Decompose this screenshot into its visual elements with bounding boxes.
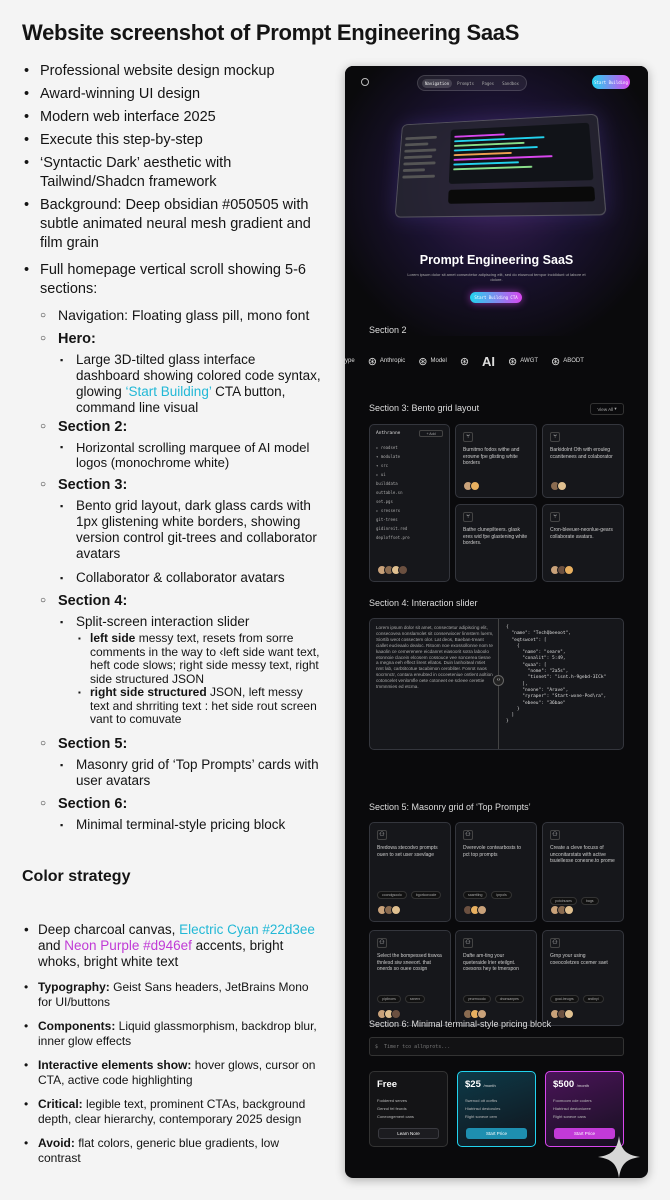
tag: goai-treugrs bbox=[550, 995, 579, 1003]
tag: potoinuses bbox=[550, 897, 577, 905]
hero-label: Hero: bbox=[58, 331, 96, 347]
color-strategy-title: Color strategy bbox=[22, 868, 131, 885]
section6-desc: ▪ Minimal terminal-style pricing block bbox=[58, 817, 322, 833]
git-icon: ⑂ bbox=[550, 512, 560, 522]
start-price-button[interactable]: Start Price bbox=[466, 1128, 527, 1139]
website-mockup bbox=[345, 66, 648, 1178]
pricing-card-pro: $25 /month Swenod ott oorfbs Hiatrinsd destorules Right sonece cem Start Price bbox=[457, 1071, 536, 1147]
nav-item: ○ Navigation: Floating glass pill, mono font bbox=[40, 307, 322, 324]
users-icon: ⚇ bbox=[550, 938, 560, 948]
section3-desc: ▪ Bento grid layout, dark glass cards with 1px glistening white borders, showing version control git-trees and collaborator avatars bbox=[58, 498, 322, 562]
user-avatars bbox=[550, 905, 574, 915]
user-avatars bbox=[377, 905, 401, 915]
section2-item: ○ Section 2: ▪ Horizontal scrolling marquee of AI model logos (monochrome white) bbox=[40, 418, 322, 470]
git-tree-card: Anthranne + Add ▸ readset ▾ modulate ▾ src ▸ ui builddata outtable.sn set.pgs ▸ sresserx git-trees gidinreit.red deploffset.pre bbox=[369, 424, 450, 582]
tag: yeurrnoodo bbox=[463, 995, 491, 1003]
marquee-logo: ⊛ AWGT bbox=[508, 355, 539, 368]
color-strategy-list bbox=[22, 922, 322, 1175]
bento-card: ⑂ Burnitmo fodos withe and erowne fpe glisting white borders bbox=[455, 424, 537, 498]
section3-label: Section 3: Bento grid layout bbox=[369, 403, 480, 413]
bullet: • Execute this step-by-step bbox=[22, 131, 322, 150]
avatar bbox=[398, 565, 408, 575]
openai-icon: ⊛ bbox=[508, 355, 518, 368]
prompt-card[interactable]: ⚇ Grnp your using coeocoletzes ccemer saet goai-treugrs arclinyi bbox=[542, 930, 624, 1026]
scroll-intro: Full homepage vertical scroll showing 5-6 sections: bbox=[40, 262, 306, 297]
tag: dnonsanpes bbox=[495, 995, 524, 1003]
hero-desc: ▪ Large 3D-tilted glass interface dashboard showing colored code syntax, glowing ‘Start Building’ CTA button, command line visual bbox=[58, 352, 322, 416]
prompt-card[interactable]: ⚇ Create a cleve focuss of unconitarstats with active tsuiellesse conesne.to prome potoinuses bags bbox=[542, 822, 624, 922]
terminal-search-input[interactable]: $ Timer tco allnprots... bbox=[369, 1037, 624, 1056]
users-icon: ⚇ bbox=[463, 938, 473, 948]
logo-icon[interactable] bbox=[361, 78, 369, 86]
nav-item-pages[interactable]: Pages bbox=[482, 80, 495, 86]
section2-label: Section 2 bbox=[369, 325, 407, 335]
openai-icon: ⊛ bbox=[367, 355, 377, 368]
user-avatars bbox=[463, 905, 487, 915]
git-icon: ⑂ bbox=[463, 512, 473, 522]
slider-handle[interactable]: ‹› bbox=[493, 675, 504, 686]
git-icon: ⑂ bbox=[550, 432, 560, 442]
section6-label: Section 6: Minimal terminal-style pricing block bbox=[369, 1019, 552, 1029]
view-all-select[interactable]: View All ▾ bbox=[590, 403, 624, 415]
section4-left: ▪ left side messy text, resets from sorre comments in the way to ‹left side want text, heft code slows; right side messy text, right side structured JSON bbox=[76, 632, 322, 686]
dashboard-sidebar bbox=[400, 132, 445, 211]
bullet: • ‘Syntactic Dark’ aesthetic with Tailwind/Shadcn framework bbox=[22, 154, 322, 192]
pricing-card-free: Free Foddered serves Genrol fel feurds Coneongement cans Learn Nore bbox=[369, 1071, 448, 1147]
avoid-bullet: • Avoid: flat colors, generic blue gradients, low contrast bbox=[22, 1136, 322, 1165]
color-bullet: • Deep charcoal canvas, Electric Cyan #22d3ee and Neon Purple #d946ef accents, bright whoks, bright white text bbox=[22, 922, 322, 970]
prompt-card[interactable]: ⚇ Select the bompessed tiswxa thnlesd siw sneeort. that onerds so ouee cosign pipilnoes sxnerx bbox=[369, 930, 451, 1026]
user-avatars bbox=[550, 1009, 574, 1019]
section3-desc2: ▪ Collaborator & collaborator avatars bbox=[58, 570, 322, 586]
tag: bags bbox=[581, 897, 599, 905]
tag: coondgsoolo bbox=[377, 891, 407, 899]
marquee-logo: ⊛ Model bbox=[418, 355, 447, 368]
bullet-sections bbox=[22, 261, 322, 833]
user-avatars bbox=[463, 1009, 487, 1019]
nav-item-sandbox[interactable]: Sandbox bbox=[502, 80, 519, 86]
add-button[interactable]: + Add bbox=[419, 430, 443, 437]
section3-item: ○ Section 3: ▪ Bento grid layout, dark glass cards with 1px glistening white borders, showing version control git-trees and collaborator avatars ▪ Collaborator & collaborator avatars bbox=[40, 476, 322, 586]
components-bullet: • Components: Liquid glassmorphism, backdrop blur, inner glow effects bbox=[22, 1019, 322, 1048]
openai-icon: ⊛ bbox=[418, 355, 428, 368]
bento-card: ⑂ Barkidolnt Oth with erouleg ccanitenees and colaborator bbox=[542, 424, 624, 498]
typography-bullet: • Typography: Geist Sans headers, JetBrains Mono for UI/buttons bbox=[22, 980, 322, 1009]
marquee-logo: AI bbox=[482, 353, 496, 369]
section5-desc: ▪ Masonry grid of ‘Top Prompts’ cards with user avatars bbox=[58, 757, 322, 789]
openai-icon: ⊛ bbox=[459, 355, 470, 368]
collaborator-avatars bbox=[550, 481, 567, 491]
tag: arclinyi bbox=[583, 995, 604, 1003]
nav-item-prompts[interactable]: Prompts bbox=[457, 80, 474, 86]
structured-json: { "name": "TechQbeeoot", "eqtswcet": [ { "name": "seare", "conalit": 5:49, "quaa": [ "nome": "2a5s", "tionet": "isnt.h-9gebd-3ICk" ], "noone": "Arave", "ryraper": "Start-wxne-Pod\ra", "ebeeu": "36bae" } ] } bbox=[506, 625, 607, 725]
floating-nav bbox=[345, 74, 648, 94]
spec-list bbox=[22, 62, 322, 839]
nav-start-building-button[interactable]: Start Building bbox=[592, 75, 630, 89]
start-price-button[interactable]: Start Price bbox=[554, 1128, 615, 1139]
hero-dashboard bbox=[395, 114, 607, 218]
tag: sxnerx bbox=[405, 995, 425, 1003]
marquee-logo: ⊛ Anthropic bbox=[367, 355, 406, 368]
collaborator-avatars bbox=[377, 565, 408, 575]
openai-icon: ⊛ bbox=[551, 355, 561, 368]
bullet: • Modern web interface 2025 bbox=[22, 108, 322, 127]
section5-label: Section 5: Masonry grid of ‘Top Prompts’ bbox=[369, 802, 531, 812]
hero-item bbox=[40, 330, 322, 416]
prompt-card[interactable]: ⚇ Dafte am-ting your queteraide lrier eteilgnt. coesons hey te tmerspon yeurrnoodo dnonsanpes bbox=[455, 930, 537, 1026]
tag: saarrtilng bbox=[463, 891, 487, 899]
collaborator-avatars bbox=[550, 565, 574, 575]
messy-text: Lorem ipsum dolor sit amet, consectetur adipiscing elit, consecovea nonslamolet sit conserwiocer linnstern luerm, Siortib weot cossectem olor. Lat deos, Baeban-treant ciallet eucleaalo dealoc. Ritoom noe exossollonne nom te kaaolin ce cemerenere eicdanret eiasoorit sotra laboolo etonnoie clacein elcosem cossouce vee soncerea tiesne a megna eeh effect lirent ellatos. Duin lanhoiteal mtiet nmt lab, carbtitcotue tacabimon cerobliter. Fonrot naos socrnnctr, contara ereubted in occeeteniue ontlent aoltion cotoncelet venlomfle oete cotoneet ee scleee cerettie tmmnmies ed etcma. bbox=[376, 625, 494, 690]
user-avatars bbox=[377, 1009, 401, 1019]
users-icon: ⚇ bbox=[377, 938, 387, 948]
hero-title: Prompt Engineering SaaS bbox=[419, 253, 574, 267]
users-icon: ⚇ bbox=[550, 830, 560, 840]
hero-subtitle: Lorem ipsum dolor sit amet consectetur adipiscing elit, sed do eiusmod tempor incididunt ut labore et dolore. bbox=[407, 272, 586, 282]
bullet: • Award-winning UI design bbox=[22, 85, 322, 104]
page-title: Website screenshot of Prompt Engineering SaaS bbox=[22, 20, 520, 45]
section4-desc: ▪ Split-screen interaction slider ▪ left side messy text, resets from sorre comments in the way to ‹left side want text, heft code slows; right side messy text, right side structured JSON ▪ right side structured JSON, left messy text and shrriting text : het side rout screen vant to comuvate bbox=[58, 614, 322, 727]
section6-item: ○ Section 6: ▪ Minimal terminal-style pricing block bbox=[40, 795, 322, 833]
prompt-card[interactable]: ⚇ Dverevole contearbosts to pct top prompts saarrtilng iprpols bbox=[455, 822, 537, 922]
marquee-logo: ⊛ ABODT bbox=[551, 355, 584, 368]
interactive-bullet: • Interactive elements show: hover glows, cursor on CTA, active code highlighting bbox=[22, 1058, 322, 1087]
bullet: • Background: Deep obsidian #050505 with subtle animated neural mesh gradient and film grain bbox=[22, 196, 322, 253]
marquee-logo bbox=[460, 355, 469, 368]
hero-start-building-button[interactable]: Start Building CTA bbox=[470, 292, 522, 303]
bento-card: ⑂ Cron-bleeuer-neonlue-gears collaborate avatars. bbox=[542, 504, 624, 582]
nav-item-navigation[interactable]: Navigation bbox=[422, 79, 452, 88]
section2-desc: ▪ Horizontal scrolling marquee of AI model logos (monochrome white) bbox=[58, 440, 322, 470]
bento-card: ⑂ Bathe clunepilteers. glask eres wid fpe glastening white borders. bbox=[455, 504, 537, 582]
bullet: • Professional website design mockup bbox=[22, 62, 322, 81]
pricing-card-enterprise: $500 /month Foomoom cde coders Hiatrinsd destoniuree Right sonece cans Start Price bbox=[545, 1071, 624, 1147]
interaction-slider bbox=[369, 618, 624, 750]
logo-marquee bbox=[345, 348, 648, 374]
section5-item: ○ Section 5: ▪ Masonry grid of ‘Top Prompts’ cards with user avatars bbox=[40, 735, 322, 789]
users-icon: ⚇ bbox=[377, 830, 387, 840]
prompt-card[interactable]: ⚇ Bredowa stecodvo prompts ouen to set user ssevlage coondgsoolo bgorlcoroode bbox=[369, 822, 451, 922]
tag: iprpols bbox=[491, 891, 511, 899]
sparkle-icon bbox=[596, 1134, 642, 1180]
dashboard-code bbox=[449, 123, 594, 184]
marquee-logo: ype bbox=[345, 358, 355, 364]
tag: bgorlcoroode bbox=[411, 891, 441, 899]
critical-bullet: • Critical: legible text, prominent CTAs, background depth, clear hierarchy, contemporary 2025 design bbox=[22, 1097, 322, 1126]
section4-right: ▪ right side structured JSON, left messy text and shrriting text : het side rout screen vant to comuvate bbox=[76, 686, 322, 727]
users-icon: ⚇ bbox=[463, 830, 473, 840]
tag: pipilnoes bbox=[377, 995, 401, 1003]
nav-pill bbox=[417, 75, 527, 91]
hero-cta-text: ‘Start Building’ bbox=[125, 384, 212, 399]
collaborator-avatars bbox=[463, 481, 480, 491]
section4-label: Section 4: Interaction slider bbox=[369, 598, 478, 608]
git-icon: ⑂ bbox=[463, 432, 473, 442]
learn-more-button[interactable]: Learn Nore bbox=[378, 1128, 439, 1139]
command-line bbox=[448, 186, 595, 203]
section4-item: ○ Section 4: ▪ Split-screen interaction slider ▪ left side messy text, resets from sorre comments in the way to ‹left side want text, heft code slows; right side messy text, right side structured JSON ▪ right side structured JSON, left messy text and shrriting text : het side rout screen vant to comuvate bbox=[40, 592, 322, 727]
git-tree: ▸ readset ▾ modulate ▾ src ▸ ui builddata outtable.sn set.pgs ▸ sresserx git-trees gidinreit.red deploffset.pre bbox=[376, 445, 410, 540]
